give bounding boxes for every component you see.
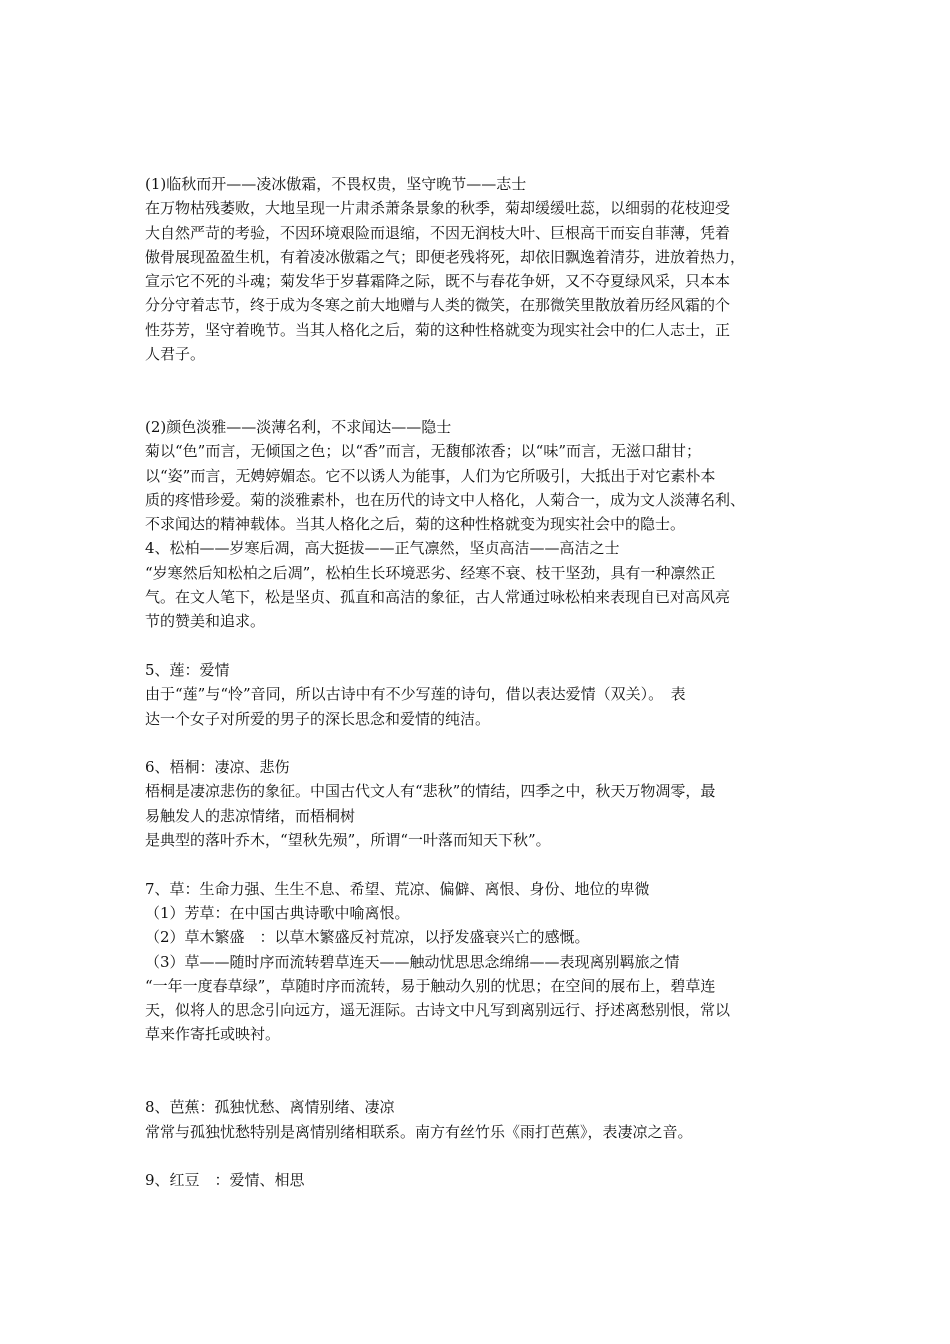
paragraph-line: “一年一度春草绿”，草随时序而流转，易于触动久别的忧思；在空间的展布上，碧草连 bbox=[145, 976, 716, 995]
paragraph-line: 草来作寄托或映衬。 bbox=[145, 1025, 281, 1044]
spacer bbox=[145, 1144, 810, 1168]
paragraph-line: 在万物枯残萎败，大地呈现一片肃杀萧条景象的秋季，菊却缓缓吐蕊，以细弱的花枝迎受 bbox=[145, 199, 731, 218]
paragraph-line: 质的疼惜珍爱。菊的淡雅素朴，也在历代的诗文中人格化，人菊合一，成为文人淡薄名利、 bbox=[145, 490, 746, 509]
spacer bbox=[145, 852, 810, 876]
paragraph-line: 由于“莲”与“怜”音同，所以古诗中有不少写莲的诗句，借以表达爱情（双关）。 表 bbox=[145, 685, 686, 704]
paragraph-line: 傲骨展现盈盈生机，有着凌冰傲霜之气；即便老残将死，却依旧飘逸着清芬，进放着热力， bbox=[145, 247, 746, 266]
spacer bbox=[145, 366, 810, 415]
paragraph-line: 气。在文人笔下，松是坚贞、孤直和高洁的象征，古人常通过咏松柏来表现自已对高风亮 bbox=[145, 588, 731, 607]
paragraph-line: 节的赞美和追求。 bbox=[145, 612, 266, 631]
paragraph-line: 易触发人的悲凉情绪，而梧桐树 bbox=[145, 806, 356, 825]
paragraph-line: 不求闻达的精神载体。当其人格化之后，菊的这种性格就变为现实社会中的隐士。 bbox=[145, 515, 686, 534]
paragraph-line: 以“姿”而言，无娉婷媚态。它不以诱人为能事，人们为它所吸引，大抵出于对它素朴本 bbox=[145, 466, 716, 485]
paragraph-line: 常常与孤独忧愁特别是离情别绪相联系。南方有丝竹乐《雨打芭蕉》，表凄凉之音。 bbox=[145, 1122, 693, 1141]
section-heading-pine: 4、松柏——岁寒后凋，高大挺拔——正气凛然，坚贞高洁——高洁之士 bbox=[145, 539, 620, 558]
section-heading-grass: 7、草：生命力强、生生不息、希望、荒凉、偏僻、离恨、身份、地位的卑微 bbox=[145, 879, 650, 898]
document-body bbox=[145, 172, 810, 1192]
paragraph-line: （3）草——随时序而流转碧草连天——触动忧思思念绵绵——表现离别羁旅之情 bbox=[145, 952, 680, 971]
paragraph-line: 人君子。 bbox=[145, 345, 206, 364]
paragraph-line: 是典型的落叶乔木，“望秋先殒”，所谓“一叶落而知天下秋”。 bbox=[145, 831, 551, 850]
paragraph-line: （2）草木繁盛 ：以草木繁盛反衬荒凉，以抒发盛衰兴亡的感慨。 bbox=[145, 928, 590, 947]
paragraph-line: 分分守着志节，终于成为冬寒之前大地赠与人类的微笑，在那微笑里散放着历经风霜的个 bbox=[145, 296, 731, 315]
paragraph-line: 天，似将人的思念引向远方，遥无涯际。古诗文中凡写到离别远行、抒述离愁别恨，常以 bbox=[145, 1001, 731, 1020]
paragraph-line: “岁寒然后知松柏之后凋”，松柏生长环境恶劣、经寒不衰、枝干坚劲，具有一种凛然正 bbox=[145, 563, 716, 582]
paragraph-line: 大自然严苛的考验，不因环境艰险而退缩，不因无润枝大叶、巨根高干而妄自菲薄，凭着 bbox=[145, 223, 731, 242]
spacer bbox=[145, 1047, 810, 1096]
spacer bbox=[145, 634, 810, 658]
paragraph-line: （1）芳草：在中国古典诗歌中喻离恨。 bbox=[145, 903, 410, 922]
section-heading-red-bean: 9、红豆 ：爱情、相思 bbox=[145, 1171, 305, 1190]
paragraph-line: 梧桐是凄凉悲伤的象征。中国古代文人有“悲秋”的情结，四季之中，秋天万物凋零，最 bbox=[145, 782, 716, 801]
paragraph-line: 性芬芳，坚守着晚节。当其人格化之后，菊的这种性格就变为现实社会中的仁人志士，正 bbox=[145, 320, 731, 339]
paragraph-line: 达一个女子对所爱的男子的深长思念和爱情的纯洁。 bbox=[145, 709, 491, 728]
section-heading-chrysanthemum-2: (2)颜色淡雅——淡薄名利，不求闻达——隐士 bbox=[145, 417, 452, 436]
paragraph-line: 菊以“色”而言，无倾国之色；以“香”而言，无馥郁浓香；以“味”而言，无滋口甜甘； bbox=[145, 442, 702, 461]
spacer bbox=[145, 731, 810, 755]
section-heading-banana: 8、芭蕉：孤独忧愁、离情别绪、凄凉 bbox=[145, 1098, 395, 1117]
section-heading-chrysanthemum-1: (1)临秋而开——凌冰傲霜，不畏权贵，坚守晚节——志士 bbox=[145, 175, 527, 193]
section-heading-parasol-tree: 6、梧桐：凄凉、悲伤 bbox=[145, 758, 290, 777]
section-heading-lotus: 5、莲：爱情 bbox=[145, 660, 230, 679]
paragraph-line: 宣示它不死的斗魂；菊发华于岁暮霜降之际，既不与春花争妍，又不夺夏绿风采，只本本 bbox=[145, 272, 731, 291]
